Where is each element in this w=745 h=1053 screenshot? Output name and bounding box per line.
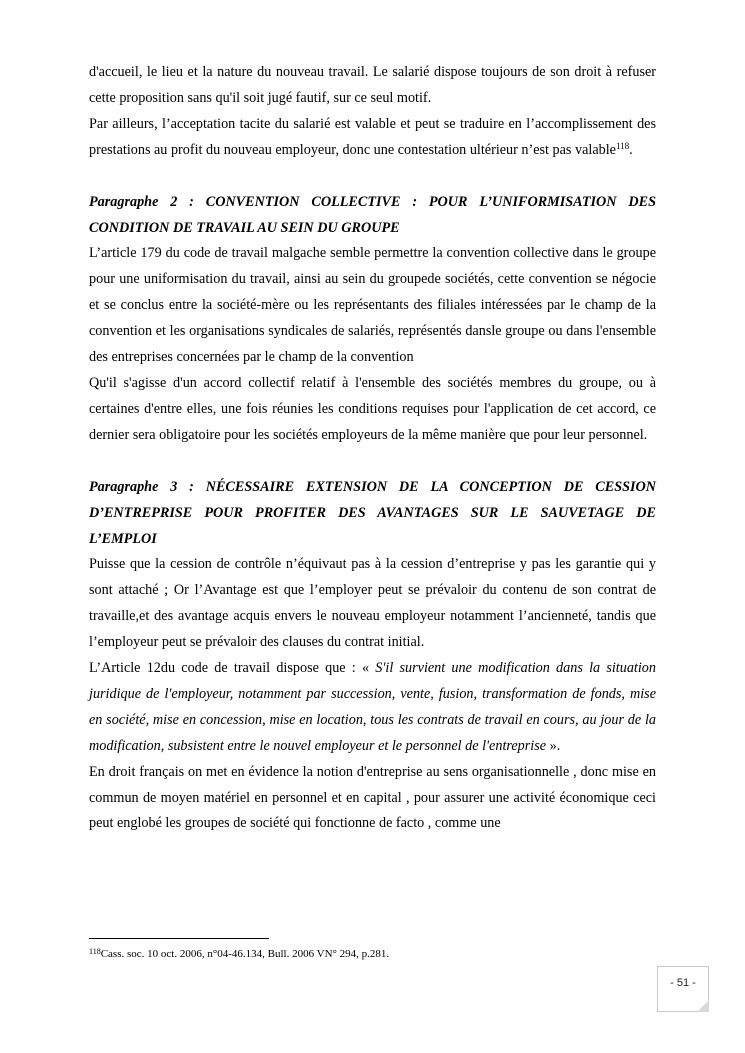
- page-number-box: [657, 966, 709, 1012]
- heading-paragraphe-3: Paragraphe 3 : NÉCESSAIRE EXTENSION DE LA CONCEPTION DE CESSION D’ENTREPRISE POUR PROFITER DES AVANTAGES SUR LE SAUVETAGE DE L’EMPLOI: [89, 478, 656, 547]
- paragraph-2: [89, 112, 656, 164]
- paragraph-5: Puisse que la cession de contrôle n’équivaut pas à la cession d’entreprise y pas les garantie qui y sont attaché ; Or l’Avantage est que l’employer peut se prévaloir du contenu de son contrat de travaille,et des avantage acquis envers le nouveau employeur notamment l’ancienneté, tandis que l’employeur peut se prévaloir des clauses du contrat initial.: [89, 556, 656, 651]
- page-number: - 51 -: [670, 977, 696, 989]
- paragraph-6-end: ».: [546, 737, 561, 754]
- paragraph-7: En droit français on met en évidence la notion d'entreprise au sens organisationnelle , donc mise en commun de moyen matériel en personnel et en capital , pour assurer une activité économique ceci peut englobé les groupes de société qui fonctionne de facto , comme une: [89, 763, 656, 832]
- paragraph-3: L’article 179 du code de travail malgache semble permettre la convention collective dans le groupe pour une uniformisation du travail, ainsi au sein du groupede sociétés, cette convention se négocie et se conclus entre la société-mère ou les représentants des filiales intéressées par le champ de la convention et les organisations syndicales de salariés, représentés dansle groupe ou dans l'ensemble des entreprises concernées par le champ de la convention: [89, 245, 656, 366]
- document-body: [89, 60, 656, 837]
- paragraph-1: d'accueil, le lieu et la nature du nouveau travail. Le salarié dispose toujours de son droit à refuser cette proposition sans qu'il soit jugé fautif, sur ce seul motif.: [89, 64, 656, 106]
- paragraph-6: [89, 656, 656, 760]
- paragraph-4: Qu'il s'agisse d'un accord collectif relatif à l'ensemble des sociétés membres du groupe, ou à certaines d'entre elles, une fois réunies les conditions requises pour l'application de cet accord, ce dernier sera obligatoire pour les sociétés employeurs de la même manière que pour leur personnel.: [89, 374, 656, 443]
- footnote: [89, 947, 389, 961]
- footnote-number: 118: [89, 947, 101, 956]
- paragraph-2-text: Par ailleurs, l’acceptation tacite du salarié est valable et peut se traduire en l’accomplissement des prestations au profit du nouveau employeur, donc une contestation ultérieur n’est pas valable: [89, 115, 656, 158]
- paragraph-6-intro: L’Article 12du code de travail dispose que : «: [89, 660, 376, 677]
- paragraph-2-end: .: [629, 141, 633, 158]
- footnote-text: Cass. soc. 10 oct. 2006, n°04-46.134, Bull. 2006 VN° 294, p.281.: [100, 948, 390, 960]
- heading-paragraphe-2: Paragraphe 2 : CONVENTION COLLECTIVE : POUR L’UNIFORMISATION DES CONDITION DE TRAVAIL AU SEIN DU GROUPE: [89, 193, 656, 236]
- footnote-divider: [89, 938, 269, 939]
- article-12-quote: S'il survient une modification dans la situation juridique de l'employeur, notamment par succession, vente, fusion, transformation de fonds, mise en société, mise en concession, mise en location, tous les contrats de travail en cours, au jour de la modification, subsistent entre le nouvel employeur et le personnel de l'entreprise: [89, 660, 656, 754]
- footnote-ref: 118: [615, 140, 630, 151]
